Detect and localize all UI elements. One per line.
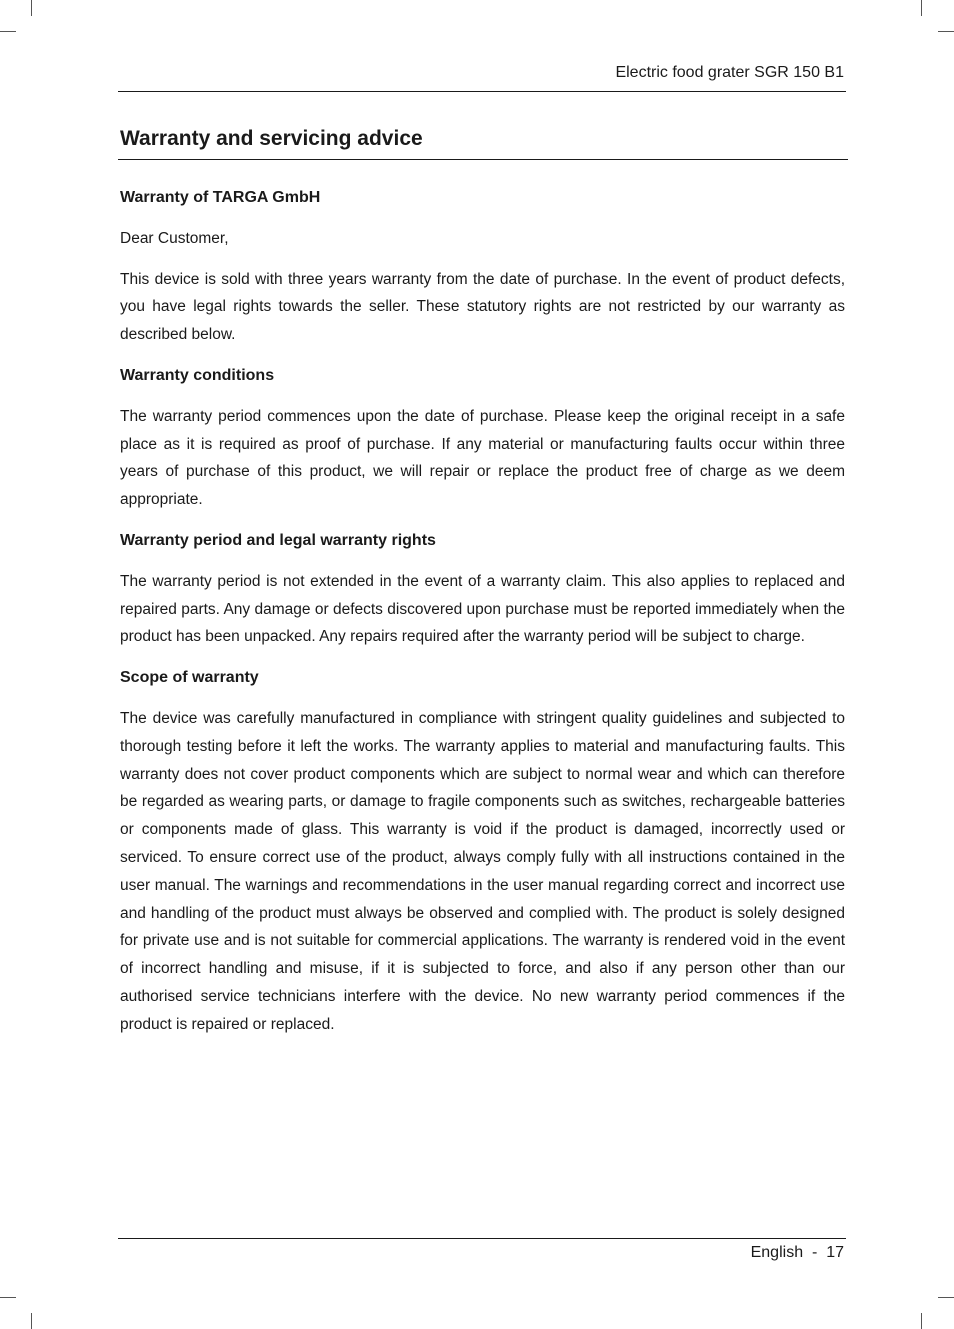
crop-mark [0, 31, 16, 32]
crop-mark [0, 1297, 16, 1298]
footer-rule [118, 1238, 846, 1239]
salutation: Dear Customer, [120, 229, 229, 247]
crop-mark [938, 1297, 954, 1298]
section-heading-warranty-conditions: Warranty conditions [120, 366, 275, 384]
crop-mark [31, 1313, 32, 1329]
crop-mark [921, 0, 922, 16]
paragraph-warranty-conditions: The warranty period commences upon the date of purchase. Please keep the original receipt in a safe place as it is required as proof of purchase. If any material or manufacturing faults occur within three years of purchase of this product, we will repair or replace the product free of charge as we deem appropriate. [120, 407, 845, 509]
crop-mark [31, 0, 32, 16]
title-rule [118, 159, 848, 160]
header-rule [118, 91, 846, 92]
running-header: Electric food grater SGR 150 B1 [615, 64, 844, 81]
footer-separator: - [811, 1244, 818, 1261]
section-heading-warranty-of-targa: Warranty of TARGA GmbH [120, 189, 321, 206]
section-heading-scope-of-warranty: Scope of warranty [120, 669, 259, 687]
paragraph-intro: This device is sold with three years warranty from the date of purchase. In the event of product defects, you have legal rights towards the seller. These statutory rights are not restricted by our warranty as described below. [120, 270, 845, 344]
crop-mark [921, 1313, 922, 1329]
section-heading-warranty-period: Warranty period and legal warranty rights [120, 531, 436, 549]
footer-language: English [750, 1244, 804, 1261]
document-body [120, 184, 845, 1052]
page-title: Warranty and servicing advice [120, 127, 423, 150]
paragraph-scope-of-warranty: The device was carefully manufactured in compliance with stringent quality guidelines and subjected to thorough testing before it left the works. The warranty applies to material and manufacturing faults. This warranty does not cover product components which are subject to normal wear and which can therefore be regarded as wearing parts, or damage to fragile components such as switches, rechargeable batteries or components made of glass. This warranty is void if the product is damaged, incorrectly used or serviced. To ensure correct use of the product, always comply fully with all instructions contained in the user manual. The warnings and recommendations in the user manual regarding correct and incorrect use and handling of the product must always be observed and complied with. The product is solely designed for private use and is not suitable for commercial applications. The warranty is rendered void in the event of incorrect handling and misuse, if it is subjected to force, and also if any person other than our authorised service technicians interfere with the device. No new warranty period commences if the product is repaired or replaced. [120, 709, 845, 1033]
crop-mark [938, 31, 954, 32]
page-number: 17 [826, 1244, 844, 1261]
page-footer [751, 1242, 844, 1264]
paragraph-warranty-period: The warranty period is not extended in the event of a warranty claim. This also applies to replaced and repaired parts. Any damage or defects discovered upon purchase must be reported immediately when the product has been unpacked. Any repairs required after the warranty period will be subject to charge. [120, 572, 845, 646]
